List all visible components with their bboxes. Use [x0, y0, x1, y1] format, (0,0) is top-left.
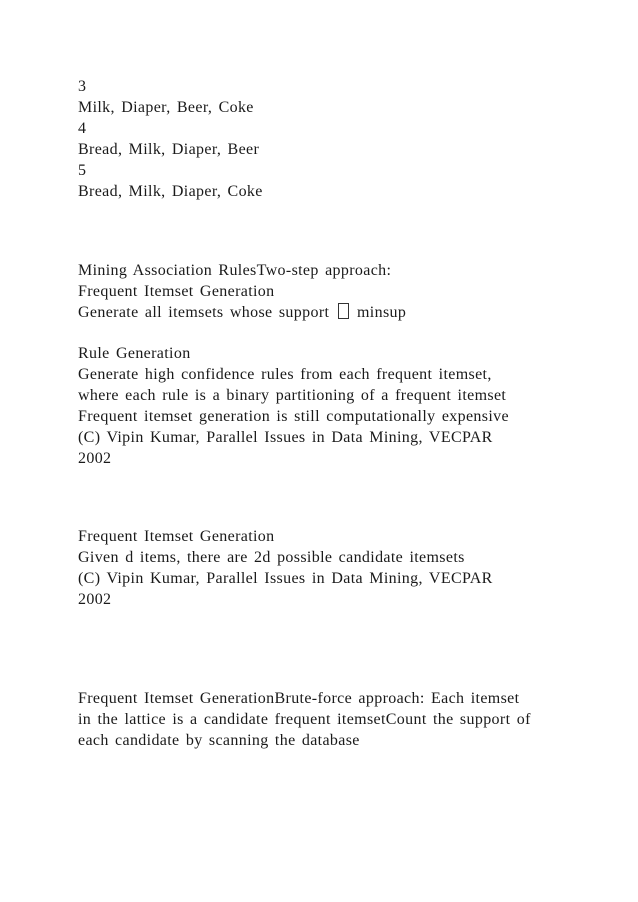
transaction-items: Milk, Diaper, Beer, Coke: [78, 99, 254, 116]
citation: (C) Vipin Kumar, Parallel Issues in Data Mining, VECPAR: [78, 570, 493, 587]
section-heading: Rule Generation: [78, 345, 191, 362]
transaction-id: 3: [78, 78, 87, 95]
citation-year: 2002: [78, 591, 112, 608]
transaction-items: Bread, Milk, Diaper, Beer: [78, 141, 260, 158]
paragraph-text: minsup: [357, 304, 407, 321]
paragraph-line: Generate high confidence rules from each frequent itemset,: [78, 366, 492, 383]
transaction-items: Bread, Milk, Diaper, Coke: [78, 183, 263, 200]
paragraph-line: Frequent itemset generation is still computationally expensive: [78, 408, 509, 425]
transaction-id: 4: [78, 120, 87, 137]
paragraph-line: [78, 302, 406, 323]
paragraph-line: in the lattice is a candidate frequent itemsetCount the support of: [78, 711, 531, 728]
paragraph-line: each candidate by scanning the database: [78, 732, 360, 749]
paragraph-line: Frequent Itemset Generation: [78, 283, 275, 300]
paragraph-text: Generate all itemsets whose support: [78, 304, 330, 321]
missing-glyph-icon: [338, 303, 349, 319]
section-heading: Mining Association RulesTwo-step approach:: [78, 262, 392, 279]
citation: (C) Vipin Kumar, Parallel Issues in Data Mining, VECPAR: [78, 429, 493, 446]
citation-year: 2002: [78, 450, 112, 467]
transaction-id: 5: [78, 162, 87, 179]
paragraph-line: Given d items, there are 2d possible candidate itemsets: [78, 549, 465, 566]
paragraph-line: where each rule is a binary partitioning of a frequent itemset: [78, 387, 507, 404]
section-heading: Frequent Itemset Generation: [78, 528, 275, 545]
paragraph-line: Frequent Itemset GenerationBrute-force approach: Each itemset: [78, 690, 520, 707]
